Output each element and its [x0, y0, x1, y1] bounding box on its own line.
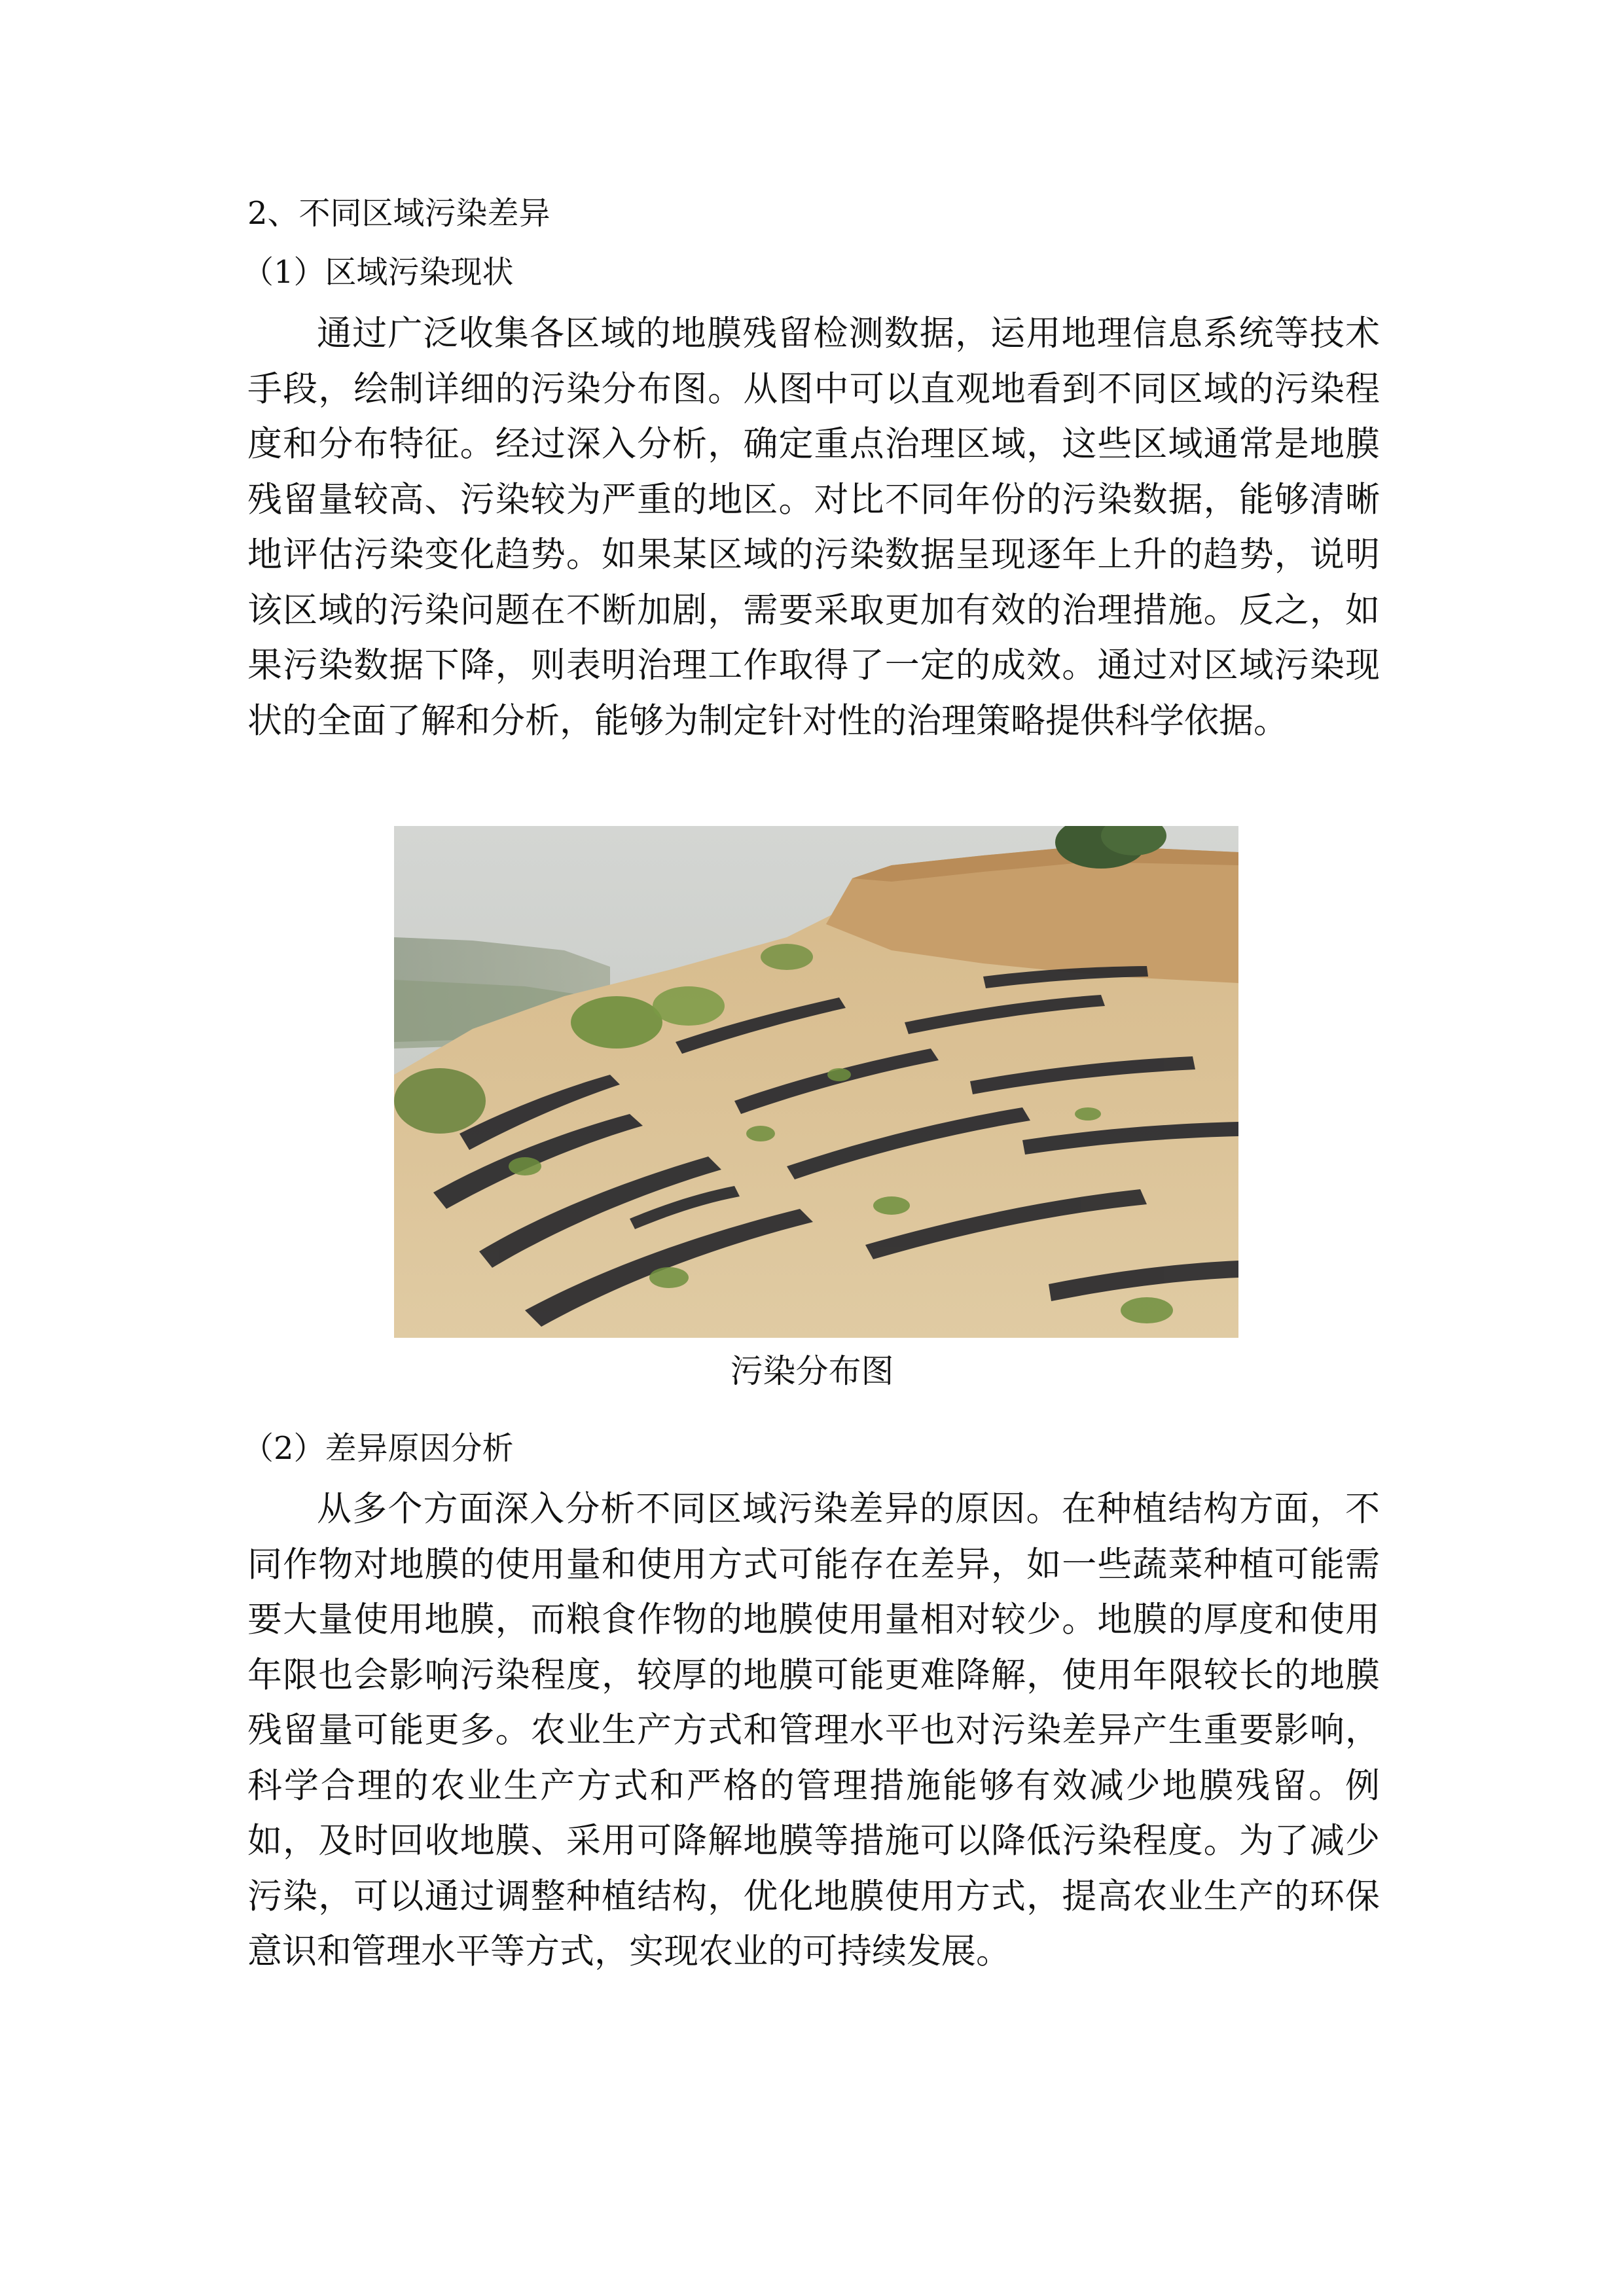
section-heading: 2、不同区域污染差异 [247, 195, 550, 232]
subsection-heading-pollution-status: （1）区域污染现状 [242, 254, 514, 291]
pollution-photo [394, 826, 1238, 1338]
figure-caption: 污染分布图 [730, 1352, 894, 1390]
paragraph-cause-analysis: 从多个方面深入分析不同区域污染差异的原因。在种植结构方面，不同作物对地膜的使用量和使用方式可能存在差异，如一些蔬菜种植可能需要大量使用地膜，而粮食作物的地膜使用量相对较少。地膜的厚度和使用年限也会影响污染程度，较厚的地膜可能更难降解，使用年限较长的地膜残留量可能更多。农业生产方式和管理水平也对污染差异产生重要影响，科学合理的农业生产方式和严格的管理措施能够有效减少地膜残留。例如，及时回收地膜、采用可降解地膜等措施可以降低污染程度。为了减少污染，可以通过调整种植结构，优化地膜使用方式，提高农业生产的环保意识和管理水平等方式，实现农业的可持续发展。 [247, 1489, 1380, 1971]
paragraph-pollution-status: 通过广泛收集各区域的地膜残留检测数据，运用地理信息系统等技术手段，绘制详细的污染分布图。从图中可以直观地看到不同区域的污染程度和分布特征。经过深入分析，确定重点治理区域，这些区域通常是地膜残留量较高、污染较为严重的地区。对比不同年份的污染数据，能够清晰地评估污染变化趋势。如果某区域的污染数据呈现逐年上升的趋势，说明该区域的污染问题在不断加剧，需要采取更加有效的治理措施。反之，如果污染数据下降，则表明治理工作取得了一定的成效。通过对区域污染现状的全面了解和分析，能够为制定针对性的治理策略提供科学依据。 [247, 314, 1380, 741]
subsection-heading-cause-analysis: （2）差异原因分析 [242, 1430, 514, 1467]
